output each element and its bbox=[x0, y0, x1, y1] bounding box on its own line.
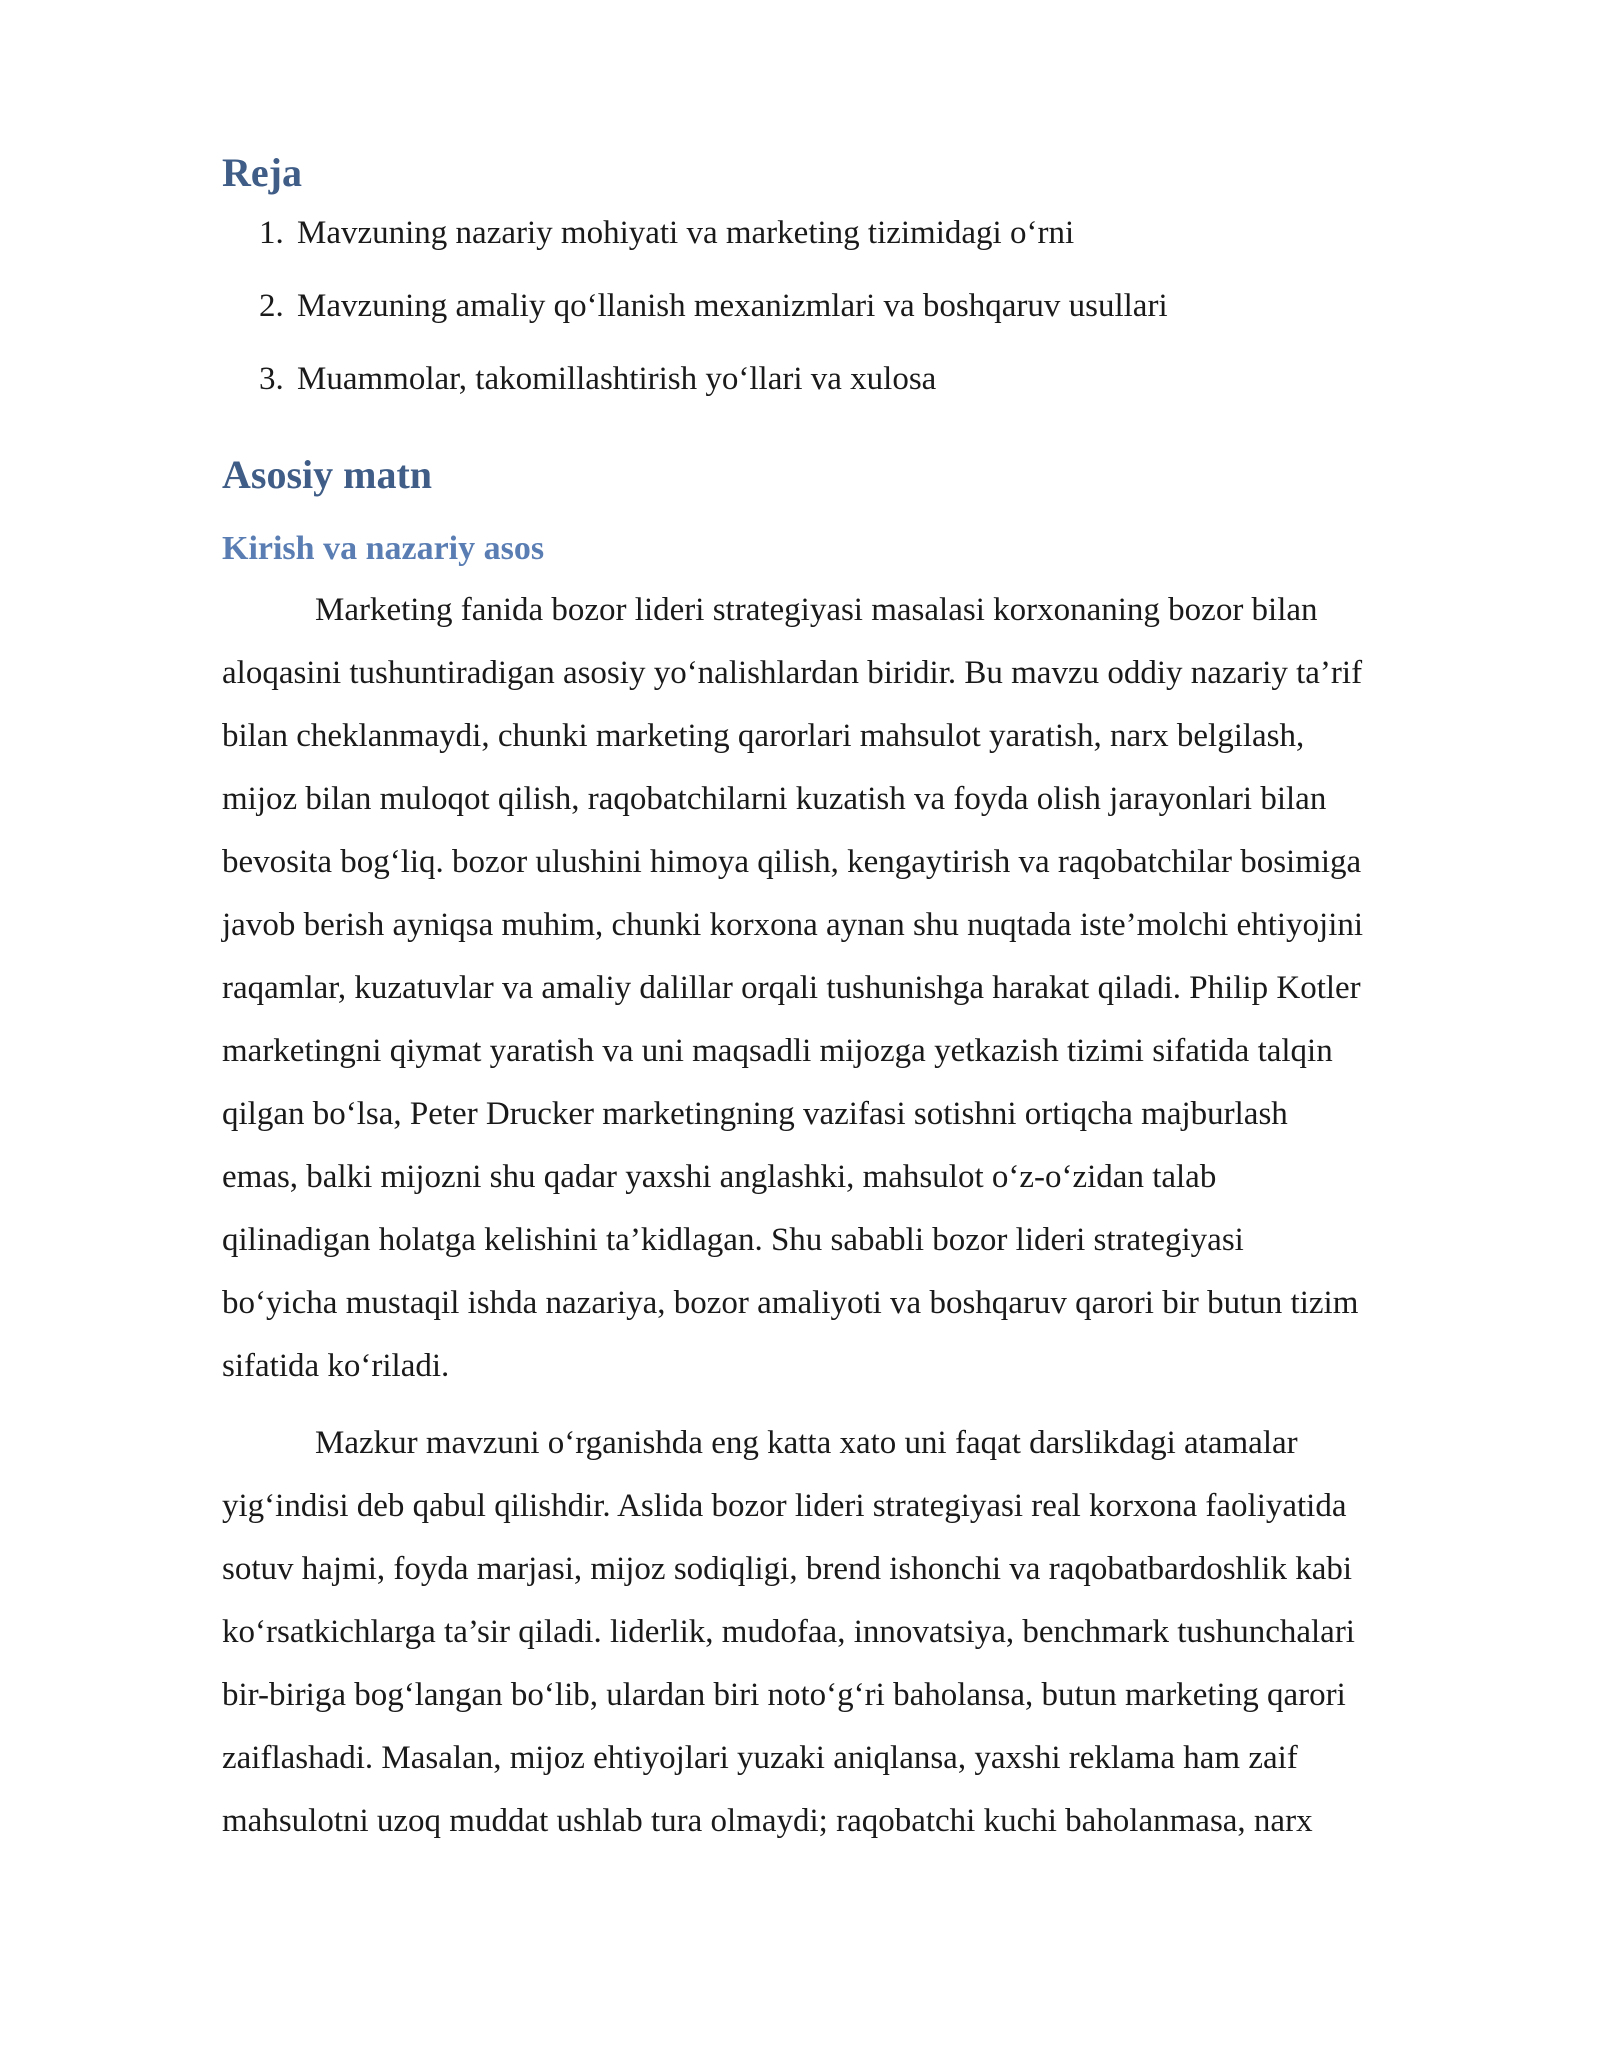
paragraph-line: bevosita bog‘liq. bozor ulushini himoya qilish, kengaytirish va raqobatchilar bosimiga bbox=[222, 844, 1362, 880]
paragraph-line: qilgan bo‘lsa, Peter Drucker marketingning vazifasi sotishni ortiqcha majburlash bbox=[222, 1096, 1288, 1132]
paragraph-line: aloqasini tushuntiradigan asosiy yo‘nalishlardan biridir. Bu mavzu oddiy nazariy ta’rif bbox=[222, 655, 1363, 691]
plan-item bbox=[259, 359, 1492, 399]
paragraph-line: emas, balki mijozni shu qadar yaxshi anglashki, mahsulot o‘z-o‘zidan talab bbox=[222, 1159, 1217, 1195]
document-content bbox=[222, 145, 1492, 1853]
section-subheading: Kirish va nazariy asos bbox=[222, 530, 545, 567]
plan-list bbox=[222, 213, 1492, 399]
paragraph-line: sifatida ko‘riladi. bbox=[222, 1348, 450, 1384]
paragraph-line: ko‘rsatkichlarga ta’sir qiladi. liderlik, mudofaa, innovatsiya, benchmark tushunchalari bbox=[222, 1614, 1355, 1650]
plan-item-text: Mavzuning nazariy mohiyati va marketing tizimidagi o‘rni bbox=[297, 215, 1075, 251]
paragraph-line: Mazkur mavzuni o‘rganishda eng katta xato uni faqat darslikdagi atamalar bbox=[315, 1425, 1298, 1461]
paragraph-line: bir-biriga bog‘langan bo‘lib, ulardan biri noto‘g‘ri baholansa, butun marketing qarori bbox=[222, 1677, 1346, 1713]
plan-item bbox=[259, 213, 1492, 253]
paragraph-line: marketingni qiymat yaratish va uni maqsadli mijozga yetkazish tizimi sifatida talqin bbox=[222, 1033, 1333, 1069]
paragraph-line: mahsulotni uzoq muddat ushlab tura olmaydi; raqobatchi kuchi baholanmasa, narx bbox=[222, 1803, 1313, 1839]
body-paragraph-1 bbox=[222, 579, 1492, 1398]
plan-item-number: 1. bbox=[259, 215, 284, 251]
plan-item bbox=[259, 286, 1492, 326]
paragraph-line: qilinadigan holatga kelishini ta’kidlagan. Shu sababli bozor lideri strategiyasi bbox=[222, 1222, 1244, 1258]
plan-item-number: 2. bbox=[259, 288, 284, 324]
plan-item-text: Mavzuning amaliy qo‘llanish mexanizmlari va boshqaruv usullari bbox=[297, 288, 1168, 324]
paragraph-line: yig‘indisi deb qabul qilishdir. Aslida bozor lideri strategiyasi real korxona faoliyatida bbox=[222, 1488, 1347, 1524]
plan-heading: Reja bbox=[222, 150, 302, 195]
paragraph-line: Marketing fanida bozor lideri strategiyasi masalasi korxonaning bozor bilan bbox=[315, 592, 1318, 628]
paragraph-line: bo‘yicha mustaqil ishda nazariya, bozor amaliyoti va boshqaruv qarori bir butun tizim bbox=[222, 1285, 1359, 1321]
main-heading: Asosiy matn bbox=[222, 452, 433, 497]
paragraph-line: javob berish ayniqsa muhim, chunki korxona aynan shu nuqtada iste’molchi ehtiyojini bbox=[222, 907, 1364, 943]
paragraph-line: bilan cheklanmaydi, chunki marketing qarorlari mahsulot yaratish, narx belgilash, bbox=[222, 718, 1305, 754]
paragraph-line: mijoz bilan muloqot qilish, raqobatchilarni kuzatish va foyda olish jarayonlari bilan bbox=[222, 781, 1327, 817]
plan-item-number: 3. bbox=[259, 361, 284, 397]
body-paragraph-2 bbox=[222, 1412, 1492, 1853]
plan-item-text: Muammolar, takomillashtirish yo‘llari va xulosa bbox=[297, 361, 937, 397]
paragraph-line: raqamlar, kuzatuvlar va amaliy dalillar orqali tushunishga harakat qiladi. Philip Kotler bbox=[222, 970, 1361, 1006]
paragraph-line: sotuv hajmi, foyda marjasi, mijoz sodiqligi, brend ishonchi va raqobatbardoshlik kabi bbox=[222, 1551, 1353, 1587]
paragraph-line: zaiflashadi. Masalan, mijoz ehtiyojlari yuzaki aniqlansa, yaxshi reklama ham zaif bbox=[222, 1740, 1298, 1776]
